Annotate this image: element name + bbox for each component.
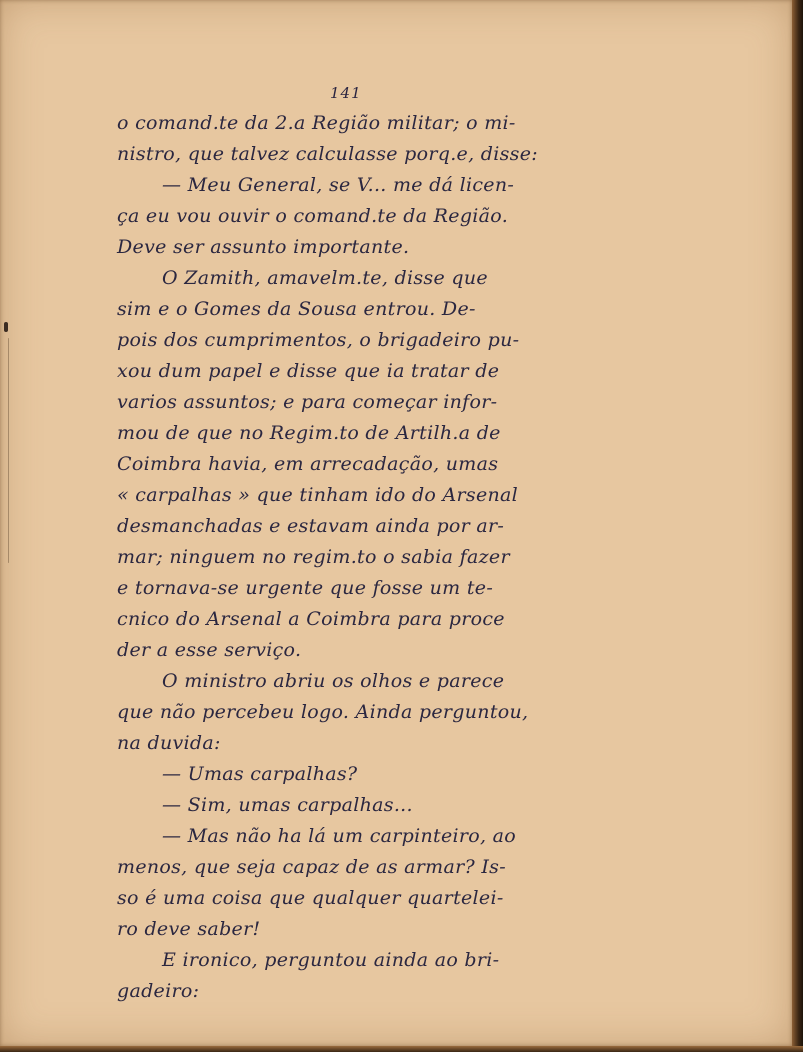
text-line: der a esse serviço.	[117, 639, 302, 661]
text-line: sim e o Gomes da Sousa entrou. De-	[117, 298, 476, 320]
page-edge-shadow	[792, 0, 803, 1052]
text-line: o comand.te da 2.a Região militar; o mi-	[117, 112, 516, 134]
text-line: mar; ninguem no regim.to o sabia fazer	[117, 546, 510, 568]
text-line: — Mas não ha lá um carpinteiro, ao	[162, 825, 517, 847]
text-line: nistro, que talvez calculasse porq.e, disse:	[117, 143, 538, 165]
text-line: « carpalhas » que tinham ido do Arsenal	[117, 484, 519, 506]
text-line: — Umas carpalhas?	[162, 763, 358, 785]
text-line: gadeiro:	[117, 980, 200, 1002]
text-line: Coimbra havia, em arrecadação, umas	[117, 453, 499, 475]
text-line: — Meu General, se V... me dá licen-	[162, 174, 515, 196]
page-edge-shadow-bottom	[0, 1046, 803, 1052]
text-line: Deve ser assunto importante.	[117, 236, 410, 258]
margin-ink-mark	[8, 338, 9, 563]
text-line: mou de que no Regim.to de Artilh.a de	[117, 422, 501, 444]
text-line: E ironico, perguntou ainda ao bri-	[162, 949, 500, 971]
text-line: so é uma coisa que qualquer quartelei-	[117, 887, 504, 909]
margin-ink-mark	[4, 322, 8, 332]
page-number: 141	[330, 84, 362, 102]
text-line: varios assuntos; e para começar infor-	[117, 391, 498, 413]
text-line: xou dum papel e disse que ia tratar de	[117, 360, 500, 382]
text-line: O Zamith, amavelm.te, disse que	[162, 267, 488, 289]
text-line: ro deve saber!	[117, 918, 261, 940]
text-line: desmanchadas e estavam ainda por ar-	[117, 515, 505, 537]
text-line: cnico do Arsenal a Coimbra para proce	[117, 608, 505, 630]
text-line: O ministro abriu os olhos e parece	[162, 670, 505, 692]
text-line: na duvida:	[117, 732, 221, 754]
text-line: ça eu vou ouvir o comand.te da Região.	[117, 205, 509, 227]
text-line: que não percebeu logo. Ainda perguntou,	[117, 701, 529, 723]
text-line: pois dos cumprimentos, o brigadeiro pu-	[117, 329, 520, 351]
text-line: e tornava-se urgente que fosse um te-	[117, 577, 494, 599]
text-line: — Sim, umas carpalhas...	[162, 794, 413, 816]
text-line: menos, que seja capaz de as armar? Is-	[117, 856, 506, 878]
